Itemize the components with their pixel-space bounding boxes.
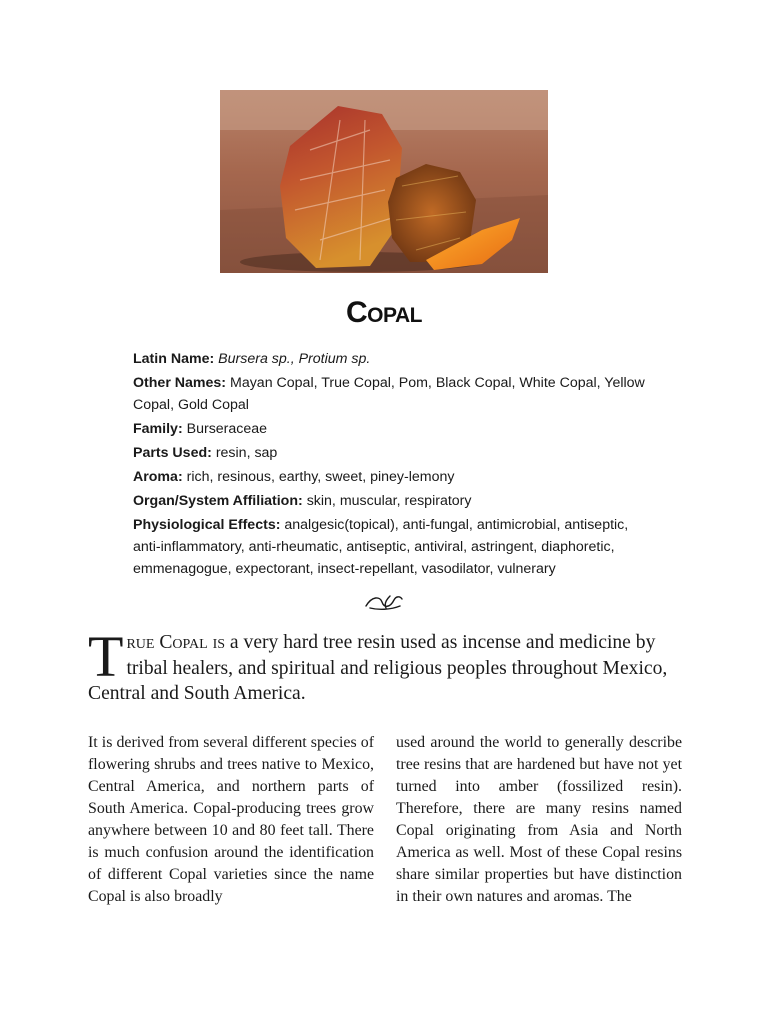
fact-parts-used xyxy=(133,442,648,464)
fact-family xyxy=(133,418,648,440)
fact-value: Bursera sp., Protium sp. xyxy=(218,351,371,367)
flourish-ornament-icon xyxy=(360,590,408,614)
fact-latin-name xyxy=(133,348,648,370)
intro-text: a very hard tree resin used as incense and medicine by tribal healers, and spiritual and religious peoples throughout Mexico, Central and South America. xyxy=(88,632,668,704)
body-column-left: It is derived from several different species of flowering shrubs and trees native to Mexico, Central America, and northern parts of South America. Copal-producing trees grow anywhere between 10 and 80 feet tall. There is much confusion around the identification of different Copal varieties since the name Copal is also broadly xyxy=(88,734,374,905)
fact-value: rich, resinous, earthy, sweet, piney-lemony xyxy=(186,469,455,485)
drop-cap: T xyxy=(88,624,124,689)
copal-photo xyxy=(220,90,548,273)
herb-facts xyxy=(133,348,648,582)
body-column-right: used around the world to generally describe tree resins that are hardened but have not yet turned into amber (fossilized resin). Therefore, there are many resins named Copal originating from Asia and North America as well. Most of these Copal resins share similar properties but have distinction in their own natures and aromas. The xyxy=(396,734,682,905)
fact-organ-affiliation xyxy=(133,490,648,512)
fact-value: resin, sap xyxy=(215,445,278,461)
fact-label: Aroma: xyxy=(133,469,183,485)
fact-value: Burseraceae xyxy=(186,421,268,437)
page-title: Copal xyxy=(346,296,422,329)
fact-other-names xyxy=(133,372,648,416)
intro-paragraph xyxy=(88,624,688,707)
fact-label: Other Names: xyxy=(133,375,227,391)
fact-label: Family: xyxy=(133,421,183,437)
fact-physiological-effects xyxy=(133,514,648,580)
fact-value: analgesic(topical), anti-fungal, antimicrobial, antiseptic, anti-inflammatory, anti-rheumatic, antiseptic, antiviral, astringent, diaphoretic, emmenagogue, expectorant, insect-repellant, vasodilator, vulnerary xyxy=(133,517,629,577)
fact-value: Mayan Copal, True Copal, Pom, Black Copal, White Copal, Yellow Copal, Gold Copal xyxy=(133,375,645,413)
fact-value: skin, muscular, respiratory xyxy=(306,493,472,509)
copal-resin-image xyxy=(220,90,548,273)
fact-label: Organ/System Affiliation: xyxy=(133,493,303,509)
fact-label: Latin Name: xyxy=(133,351,215,367)
fact-label: Physiological Effects: xyxy=(133,517,281,533)
fact-label: Parts Used: xyxy=(133,445,212,461)
fact-aroma xyxy=(133,466,648,488)
intro-smallcaps: rue Copal is xyxy=(126,632,226,653)
